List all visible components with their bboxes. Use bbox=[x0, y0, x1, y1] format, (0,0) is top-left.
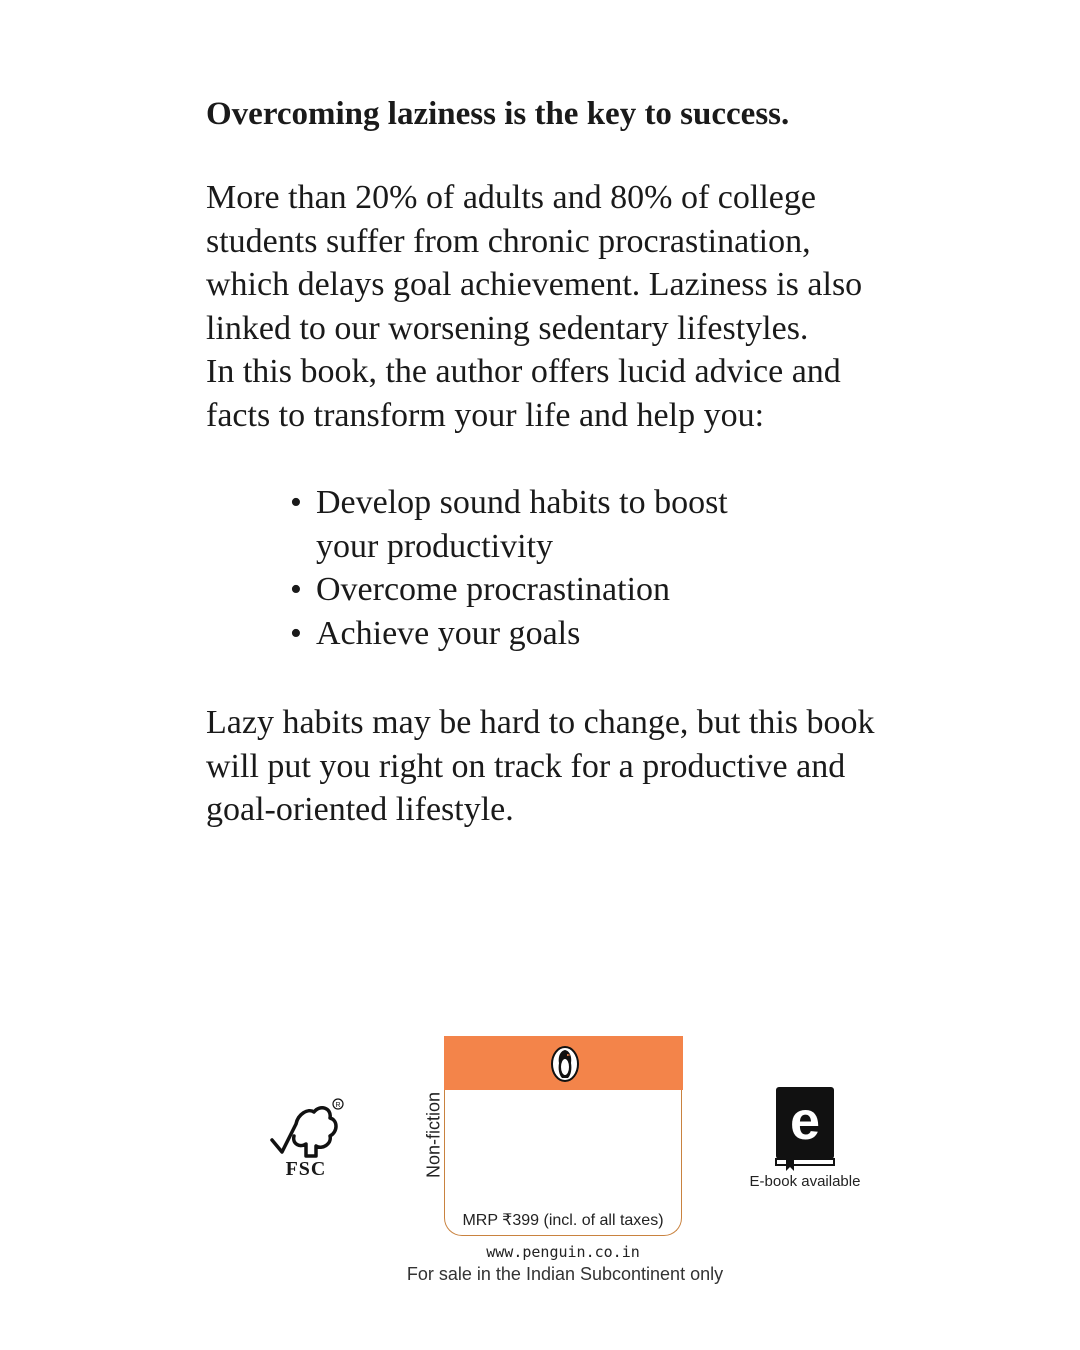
publisher-url[interactable]: www.penguin.co.in bbox=[486, 1243, 640, 1261]
ebook-label: E-book available bbox=[749, 1173, 861, 1190]
bullet-icon: • bbox=[290, 571, 302, 608]
category-label: Non-fiction bbox=[423, 1091, 444, 1179]
list-item-line: Achieve your goals bbox=[316, 614, 581, 652]
list-item bbox=[290, 481, 946, 568]
bullet-icon: • bbox=[290, 484, 302, 521]
svg-text:R: R bbox=[335, 1102, 341, 1109]
penguin-logo-icon bbox=[550, 1045, 580, 1083]
price-label: MRP ₹399 (incl. of all taxes) bbox=[462, 1212, 664, 1229]
paragraph-line: In this book, the author offers lucid advice and bbox=[206, 353, 841, 390]
paragraph-line: which delays goal achievement. Laziness is also bbox=[206, 266, 863, 303]
paragraph-line: More than 20% of adults and 80% of college bbox=[206, 179, 816, 216]
sale-region-note: For sale in the Indian Subcontinent only bbox=[406, 1264, 724, 1284]
benefit-list bbox=[290, 481, 946, 655]
fsc-label: FSC bbox=[285, 1158, 327, 1180]
intro-paragraph bbox=[206, 176, 946, 437]
headline: Overcoming laziness is the key to success. bbox=[206, 96, 790, 132]
list-item bbox=[290, 612, 946, 656]
back-cover-blurb bbox=[206, 92, 946, 832]
paragraph-line: goal-oriented lifestyle. bbox=[206, 791, 514, 828]
list-item bbox=[290, 568, 946, 612]
paragraph-line: will put you right on track for a productive and bbox=[206, 747, 846, 785]
closing-paragraph bbox=[206, 701, 946, 832]
paragraph-line: students suffer from chronic procrastination, bbox=[206, 222, 811, 260]
ebook-letter: e bbox=[789, 1091, 821, 1151]
price-box bbox=[444, 1036, 682, 1236]
list-item-line: your productivity bbox=[316, 527, 554, 565]
paragraph-line: Lazy habits may be hard to change, but this book bbox=[206, 704, 875, 741]
ebook-icon bbox=[774, 1087, 836, 1171]
list-item-line: Overcome procrastination bbox=[316, 571, 671, 608]
list-item-line: Develop sound habits to boost bbox=[316, 484, 728, 521]
paragraph-line: facts to transform your life and help you: bbox=[206, 396, 765, 434]
bullet-icon: • bbox=[290, 614, 302, 652]
paragraph-line: linked to our worsening sedentary lifestyles. bbox=[206, 309, 809, 347]
